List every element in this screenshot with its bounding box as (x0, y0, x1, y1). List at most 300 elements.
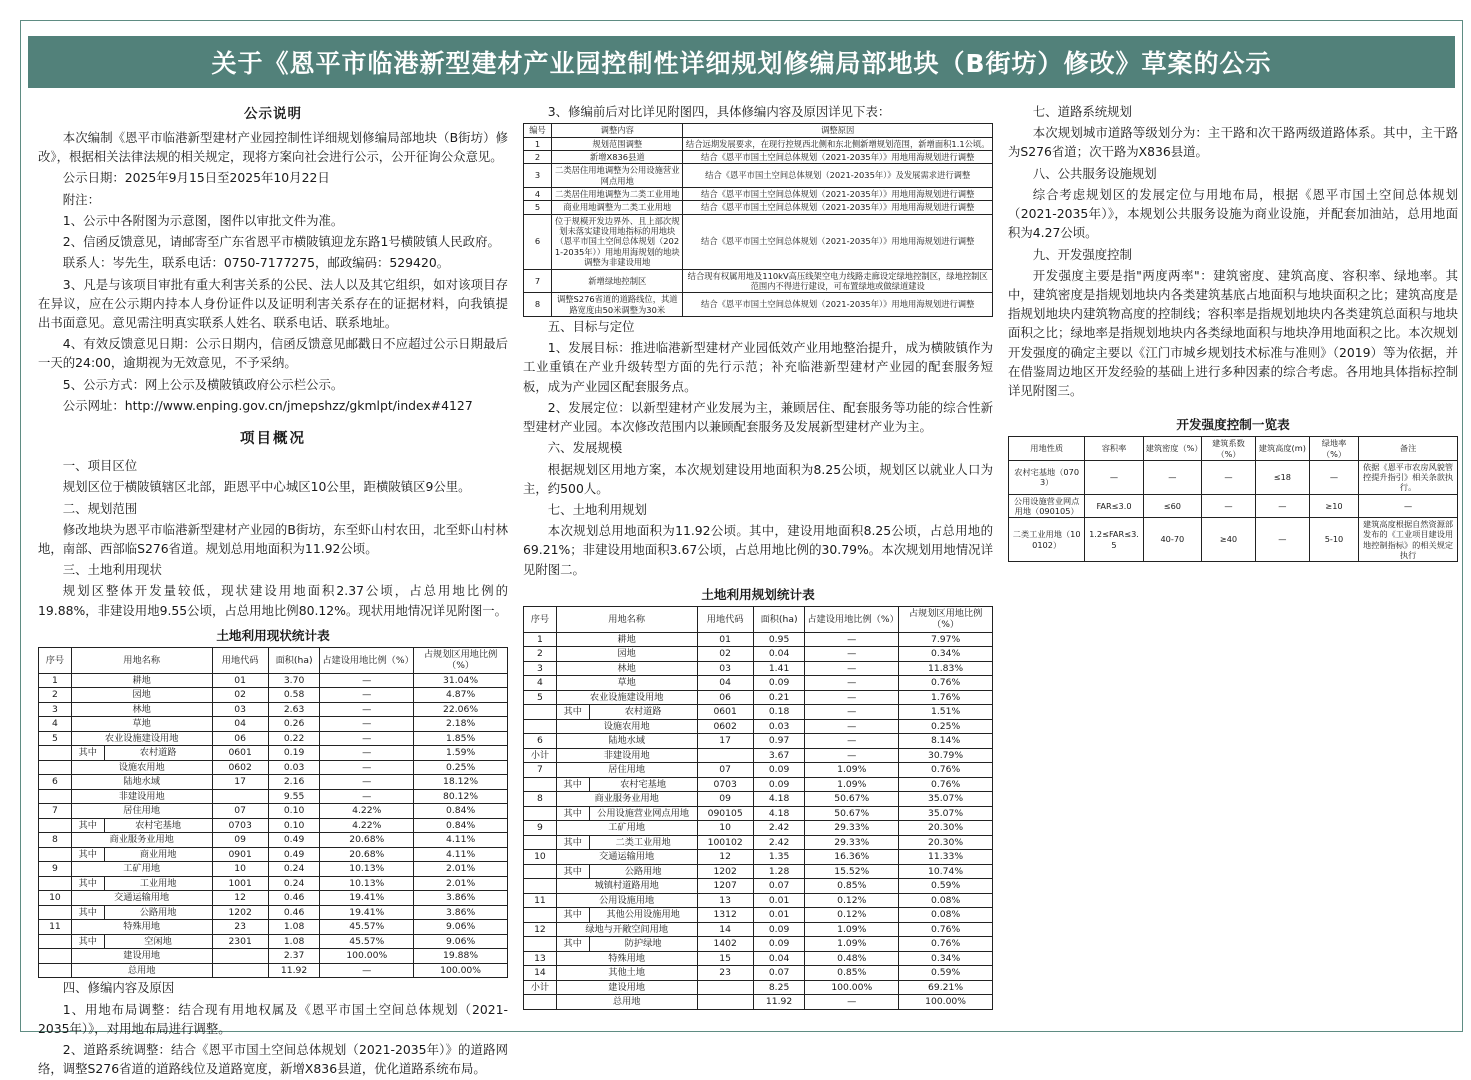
cell: 02 (697, 647, 753, 662)
cell: 9 (39, 862, 72, 877)
table-row (39, 920, 508, 935)
cell: 草地 (71, 717, 212, 732)
column-header: 用地代码 (697, 606, 753, 632)
cell: 4 (524, 676, 557, 691)
project-overview-heading: 项目概况 (240, 431, 306, 448)
cell: 防护绿地 (589, 937, 697, 952)
table-row (524, 777, 993, 792)
cell: 0.26 (268, 717, 320, 732)
cell: 0.34% (899, 951, 993, 966)
cell: FAR≤3.0 (1085, 494, 1143, 518)
cell: 其他土地 (556, 966, 697, 981)
cell: 0.49 (268, 847, 320, 862)
cell: 1.41 (753, 661, 805, 676)
cell: 公用设施用地 (556, 893, 697, 908)
cell: 总用地 (71, 963, 212, 978)
table-header-row (524, 124, 993, 137)
cell: 其中 (556, 908, 589, 923)
cell: 结合《恩平市国土空间总体规划（2021-2035年）》用地用海规划进行调整 (683, 188, 993, 201)
cell (524, 864, 557, 879)
cell: 0.46 (268, 905, 320, 920)
column-two (523, 102, 993, 1010)
cell: — (1202, 460, 1256, 494)
cell: 新增X836县道 (552, 150, 683, 163)
cell: 31.04% (414, 673, 508, 688)
table-header-row (1009, 437, 1458, 461)
cell: 100.00% (414, 963, 508, 978)
cell: 4.22% (320, 818, 414, 833)
cell: 其中 (556, 835, 589, 850)
cell: 10 (212, 862, 268, 877)
cell: 3.67 (753, 748, 805, 763)
cell: 01 (212, 673, 268, 688)
cell: 小计 (524, 748, 557, 763)
cell: 0601 (212, 746, 268, 761)
cell: 15 (697, 951, 753, 966)
cell: 4.18 (753, 806, 805, 821)
cell: 45.57% (320, 920, 414, 935)
cell: 0602 (697, 719, 753, 734)
cell: 0.85% (805, 966, 899, 981)
cell: 07 (212, 804, 268, 819)
cell: — (320, 789, 414, 804)
cell: 10 (524, 850, 557, 865)
table-row (524, 647, 993, 662)
cell: 8 (39, 833, 72, 848)
cell (524, 908, 557, 923)
paragraph: 附注： (62, 191, 100, 207)
column-header: 建筑密度（%） (1143, 437, 1201, 461)
cell: 7 (524, 269, 552, 293)
table-row (39, 833, 508, 848)
cell: 0.08% (899, 908, 993, 923)
table-row (524, 137, 993, 150)
cell: 商业用地调整为二类工业用地 (552, 201, 683, 214)
cell: 其中 (556, 937, 589, 952)
cell: 0.19 (268, 746, 320, 761)
cell: 10.13% (320, 862, 414, 877)
table-row (39, 688, 508, 703)
cell: 4 (39, 717, 72, 732)
cell: 结合现有权属用地及110kV高压线架空电力线路走廊设定绿地控制区，绿地控制区范围内不得进行建设，可布置绿地或做绿道建设 (683, 269, 993, 293)
cell: 29.33% (805, 835, 899, 850)
cell: 4.22% (320, 804, 414, 819)
cell: 0.59% (899, 966, 993, 981)
cell: 11.33% (899, 850, 993, 865)
cell (39, 746, 72, 761)
section-body: 修改地块为恩平市临港新型建材产业园的B街坊，东至虾山村农田，北至虾山村林地，南部、西部临S276省道。规划总用地面积为11.92公顷。 (38, 521, 508, 556)
cell: 园地 (556, 647, 697, 662)
cell: — (320, 746, 414, 761)
cell: 69.21% (899, 980, 993, 995)
cell: 0.25% (414, 760, 508, 775)
table-header-row (39, 647, 508, 673)
column-header: 面积(ha) (753, 606, 805, 632)
cell (39, 818, 72, 833)
cell: ≤60 (1143, 494, 1201, 518)
cell: 4.11% (414, 847, 508, 862)
document-banner (28, 36, 1455, 88)
table-row (1009, 460, 1458, 494)
cell: 1.09% (805, 777, 899, 792)
section-body: 规划区位于横陂镇辖区北部，距恩平中心城区10公里，距横陂镇区9公里。 (62, 479, 471, 495)
cell: 1.08 (268, 934, 320, 949)
cell: 2.42 (753, 821, 805, 836)
cell: 农村道路 (104, 746, 212, 761)
cell: 11.83% (899, 661, 993, 676)
cell: 17 (212, 775, 268, 790)
paragraph: 公示日期：2025年9月15日至2025年10月22日 (62, 170, 330, 186)
cell (39, 949, 72, 964)
cell: — (1085, 460, 1143, 494)
cell (39, 789, 72, 804)
cell: — (320, 775, 414, 790)
cell: 1 (524, 137, 552, 150)
cell: 1312 (697, 908, 753, 923)
cell: 11 (39, 920, 72, 935)
cell (524, 719, 557, 734)
table-row (39, 775, 508, 790)
section-body: 2、道路系统调整：结合《恩平市国土空间总体规划（2021-2035年）》的道路网络，调整S276省道的道路线位及道路宽度，新增X836县道，优化道路系统布局。 (38, 1041, 508, 1077)
cell: 0.22 (268, 731, 320, 746)
cell: 02 (212, 688, 268, 703)
column-three (1008, 102, 1458, 562)
cell: 3 (39, 702, 72, 717)
cell: 结合《恩平市国土空间总体规划（2021-2035年）》用地用海规划进行调整 (683, 293, 993, 317)
cell: 0.18 (753, 705, 805, 720)
content-columns (28, 102, 1458, 1077)
table-row (39, 673, 508, 688)
cell: 0.03 (753, 719, 805, 734)
cell: 4 (524, 188, 552, 201)
cell: 农业设施建设用地 (71, 731, 212, 746)
cell: 其中 (71, 876, 104, 891)
cell (524, 835, 557, 850)
paragraph: 3、凡是与该项目审批有重大利害关系的公民、法人以及其它组织，如对该项目存在异议，应在公示期内持本人身份证件以及证明利害关系存在的证据材料，向我镇提出书面意见。意见需注明真实联系人姓名、联系电话、联系地址。 (38, 276, 508, 330)
cell: 农村宅基地 (104, 818, 212, 833)
cell: — (805, 676, 899, 691)
table-row (524, 719, 993, 734)
cell: 10 (697, 821, 753, 836)
cell: 工矿用地 (71, 862, 212, 877)
cell: 结合《恩平市国土空间总体规划（2021-2035年）》及发展需求进行调整 (683, 164, 993, 188)
section-title: 九、开发强度控制 (1032, 246, 1132, 262)
cell: 0.09 (753, 777, 805, 792)
cell: 04 (212, 717, 268, 732)
cell: 0.07 (753, 966, 805, 981)
cell: 0.01 (753, 908, 805, 923)
table-row (524, 835, 993, 850)
column-header: 面积(ha) (268, 647, 320, 673)
cell: 总用地 (556, 995, 697, 1010)
section-body: 规划区整体开发量较低，现状建设用地面积2.37公顷，占总用地比例的19.88%，非建设用地9.55公顷，占总用地比例80.12%。现状用地情况详见附图一。 (38, 583, 508, 618)
table-row (1009, 518, 1458, 562)
cell: 非建设用地 (556, 748, 697, 763)
table-row (39, 963, 508, 978)
col1-paragraphs (38, 128, 508, 415)
cell: ≤18 (1255, 460, 1309, 494)
cell: 0.49 (268, 833, 320, 848)
table-row (1009, 494, 1458, 518)
column-header: 用地性质 (1009, 437, 1085, 461)
cell: 10.13% (320, 876, 414, 891)
paragraph: 4、有效反馈意见日期：公示日期内，信函反馈意见邮戳日不应超过公示日期最后一天的24:00，逾期视为无效意见，不予采纳。 (38, 336, 508, 371)
table-row (524, 214, 993, 269)
cell: — (805, 690, 899, 705)
cell: — (805, 734, 899, 749)
cell: 交通运输用地 (556, 850, 697, 865)
section-body: 1、用地布局调整：结合现有用地权属及《恩平市国土空间总体规划（2021-2035年）》，对用地布局进行调整。 (38, 1001, 508, 1036)
cell: 结合《恩平市国土空间总体规划（2021-2035年）》用地用海规划进行调整 (683, 214, 993, 269)
cell: 9 (524, 821, 557, 836)
cell: 农村道路 (589, 705, 697, 720)
cell: 1202 (212, 905, 268, 920)
cell: 调整S276省道的道路线位，其道路宽度由50米调整为30米 (552, 293, 683, 317)
dev-intensity-table-title: 开发强度控制一览表 (1176, 417, 1290, 433)
table-row (524, 937, 993, 952)
cell: 0.46 (268, 891, 320, 906)
column-header: 序号 (524, 606, 557, 632)
cell: — (1255, 518, 1309, 562)
column-header: 占规划区用地比例（%） (899, 606, 993, 632)
cell: — (1309, 460, 1358, 494)
table-row (39, 862, 508, 877)
change-content-table (523, 123, 993, 317)
cell: — (320, 717, 414, 732)
cell: 23 (212, 920, 268, 935)
cell: 0.48% (805, 951, 899, 966)
cell: 5 (524, 201, 552, 214)
cell: 1.35 (753, 850, 805, 865)
cell: 9.06% (414, 934, 508, 949)
cell: 8.14% (899, 734, 993, 749)
cell: — (805, 632, 899, 647)
column-header: 备注 (1359, 437, 1458, 461)
cell: 公用设施营业网点用地 (589, 806, 697, 821)
paragraph: 5、公示方式：网上公示及横陂镇政府公示栏公示。 (62, 376, 344, 392)
cell: 二类工业用地 (589, 835, 697, 850)
cell (212, 789, 268, 804)
table-row (39, 876, 508, 891)
table-row (524, 632, 993, 647)
column-header: 调整原因 (683, 124, 993, 137)
section-body: 2、发展定位：以新型建材产业发展为主，兼顾居住、配套服务等功能的综合性新型建材产业园。本次修改范围内以兼顾配套服务及发展新型建材产业为主。 (523, 399, 993, 435)
cell: — (320, 688, 414, 703)
cell: 小计 (524, 980, 557, 995)
cell: 二类居住用地调整为二类工业用地 (552, 188, 683, 201)
table-row (39, 818, 508, 833)
cell: 1.76% (899, 690, 993, 705)
cell: ≥40 (1202, 518, 1256, 562)
cell: 交通运输用地 (71, 891, 212, 906)
cell: 1.51% (899, 705, 993, 720)
cell: 1402 (697, 937, 753, 952)
paragraph: 1、公示中各附图为示意图，图件以审批文件为准。 (62, 212, 344, 228)
cell: 1207 (697, 879, 753, 894)
change-table-lead: 3、修编前后对比详见附图四，具体修编内容及原因详见下表： (547, 104, 891, 119)
table-row (524, 864, 993, 879)
cell: 位于规模开发边界外、且上部次规划未落实建设用地指标的用地块（恩平市国土空间总体规划（2021-2035年））用地用海规划的地块调整为非建设用地 (552, 214, 683, 269)
cell: 设施农用地 (71, 760, 212, 775)
table-header-row (524, 606, 993, 632)
cell (39, 760, 72, 775)
cell: 20.68% (320, 847, 414, 862)
cell: 农村宅基地（0703） (1009, 460, 1085, 494)
table-row (524, 980, 993, 995)
section-body: 本次规划城市道路等级划分为：主干路和次干路两级道路体系。其中，主干路为S276省道；次干路为X836县道。 (1008, 125, 1458, 160)
cell: 居住用地 (556, 763, 697, 778)
cell: 工矿用地 (556, 821, 697, 836)
cell: 公用设施营业网点用地（090105） (1009, 494, 1085, 518)
cell: 草地 (556, 676, 697, 691)
cell: 0.85% (805, 879, 899, 894)
table-row (524, 806, 993, 821)
cell: 绿地与开敞空间用地 (556, 922, 697, 937)
cell: 0901 (212, 847, 268, 862)
paragraph: 联系人：岑先生，联系电话：0750-7177275，邮政编码：529420。 (62, 255, 450, 271)
cell: 0601 (697, 705, 753, 720)
column-header: 编号 (524, 124, 552, 137)
cell: 2.37 (268, 949, 320, 964)
cell: 0.08% (899, 893, 993, 908)
table-row (524, 705, 993, 720)
cell: 其中 (71, 818, 104, 833)
cell: 0.76% (899, 763, 993, 778)
cell: 80.12% (414, 789, 508, 804)
cell: 3 (524, 164, 552, 188)
cell: 0.24 (268, 862, 320, 877)
cell: 9.55 (268, 789, 320, 804)
cell: 100.00% (899, 995, 993, 1010)
cell: 特殊用地 (71, 920, 212, 935)
cell: 其中 (71, 905, 104, 920)
cell: 6 (524, 214, 552, 269)
cell: 1.59% (414, 746, 508, 761)
table-row (39, 905, 508, 920)
table-row (524, 951, 993, 966)
cell: 0.76% (899, 777, 993, 792)
table-row (524, 850, 993, 865)
col3-sections (1008, 102, 1458, 400)
cell: 100102 (697, 835, 753, 850)
cell: 空闲地 (104, 934, 212, 949)
col1-sections (38, 456, 508, 620)
table-row (524, 879, 993, 894)
cell: 1 (524, 632, 557, 647)
cell: 其中 (71, 847, 104, 862)
col1-after-table (38, 978, 508, 1078)
section-body: 根据规划区用地方案，本次规划建设用地面积为8.25公顷，规划区以就业人口为主，约500人。 (523, 461, 993, 496)
cell: — (1255, 494, 1309, 518)
cell: 2.63 (268, 702, 320, 717)
table-row (39, 949, 508, 964)
section-title: 七、土地利用规划 (547, 501, 647, 517)
cell: 2.16 (268, 775, 320, 790)
cell: 其中 (71, 934, 104, 949)
cell: 0.09 (753, 922, 805, 937)
cell: 0.12% (805, 893, 899, 908)
cell: 结合《恩平市国土空间总体规划（2021-2035年）》用地用海规划进行调整 (683, 150, 993, 163)
cell: 农业设施建设用地 (556, 690, 697, 705)
cell: 1 (39, 673, 72, 688)
cell: 50.67% (805, 792, 899, 807)
cell: 结合《恩平市国土空间总体规划（2021-2035年）》用地用海规划进行调整 (683, 201, 993, 214)
column-header: 占建设用地比例（%） (320, 647, 414, 673)
section-body: 开发强度主要是指"两度两率"：建筑密度、建筑高度、容积率、绿地率。其中，建筑密度是指规划地块内各类建筑基底占地面积与地块面积之比；建筑高度是指规划地块内建筑物高度的控制线；容积率是指规划地块内各类建筑总面积与地块面积之比；绿地率是指规划地块内各类绿地面积与地块净用地面积之比。本次规划开发强度的确定主要以《江门市城乡规划技术标准与准则》（2019）等为依据，并在借鉴周边地区开发经验的基础上进行多种因素的综合考虑。各用地具体指标控制详见附图三。 (1008, 267, 1458, 399)
cell: 2.18% (414, 717, 508, 732)
cell: 耕地 (556, 632, 697, 647)
section-title: 六、发展规模 (547, 440, 623, 456)
cell: 5 (39, 731, 72, 746)
cell: — (805, 719, 899, 734)
cell: 45.57% (320, 934, 414, 949)
cell: — (1202, 494, 1256, 518)
cell: 0.09 (753, 937, 805, 952)
cell: 100.00% (320, 949, 414, 964)
cell: 0703 (697, 777, 753, 792)
cell (524, 806, 557, 821)
cell: 19.41% (320, 905, 414, 920)
table-row (524, 763, 993, 778)
cell (39, 934, 72, 949)
cell: 二类工业用地（100102） (1009, 518, 1085, 562)
cell: 0.21 (753, 690, 805, 705)
cell: 09 (212, 833, 268, 848)
cell: — (1359, 494, 1458, 518)
table-row (39, 789, 508, 804)
cell: 2301 (212, 934, 268, 949)
cell: — (805, 748, 899, 763)
cell: 城镇村道路用地 (556, 879, 697, 894)
cell: 15.52% (805, 864, 899, 879)
cell: 2.01% (414, 876, 508, 891)
cell: 4.87% (414, 688, 508, 703)
table-row (39, 717, 508, 732)
cell: 0703 (212, 818, 268, 833)
cell: 其中 (556, 705, 589, 720)
cell: 18.12% (414, 775, 508, 790)
cell: 5 (524, 690, 557, 705)
cell (39, 876, 72, 891)
section-body: 综合考虑规划区的发展定位与用地布局，根据《恩平市国土空间总体规划（2021-2035年）》，本规划公共服务设施为商业设施，并配套加油站，总用地面积为4.27公顷。 (1008, 186, 1458, 241)
cell: 农村宅基地 (589, 777, 697, 792)
cell: 0.34% (899, 647, 993, 662)
cell: 0.84% (414, 804, 508, 819)
cell: 8 (524, 293, 552, 317)
section-title: 五、目标与定位 (547, 318, 635, 334)
cell: 4.11% (414, 833, 508, 848)
paragraph: 本次编制《恩平市临港新型建材产业园控制性详细规划修编局部地块（B街坊）修改》，根据相关法律法规的相关规定，现将方案向社会进行公示，公开征询公众意见。 (38, 130, 508, 165)
cell: 01 (697, 632, 753, 647)
cell: 50.67% (805, 806, 899, 821)
cell (697, 980, 753, 995)
cell: 规划范围调整 (552, 137, 683, 150)
cell: 090105 (697, 806, 753, 821)
cell: — (1143, 460, 1201, 494)
cell: 14 (524, 966, 557, 981)
cell: 11 (524, 893, 557, 908)
cell: 17 (697, 734, 753, 749)
cell: 03 (212, 702, 268, 717)
cell: 20.30% (899, 835, 993, 850)
cell: 0.76% (899, 922, 993, 937)
cell: 3.86% (414, 905, 508, 920)
cell: 3.86% (414, 891, 508, 906)
cell: 40-70 (1143, 518, 1201, 562)
table-row (524, 188, 993, 201)
cell: 03 (697, 661, 753, 676)
table-row (524, 893, 993, 908)
